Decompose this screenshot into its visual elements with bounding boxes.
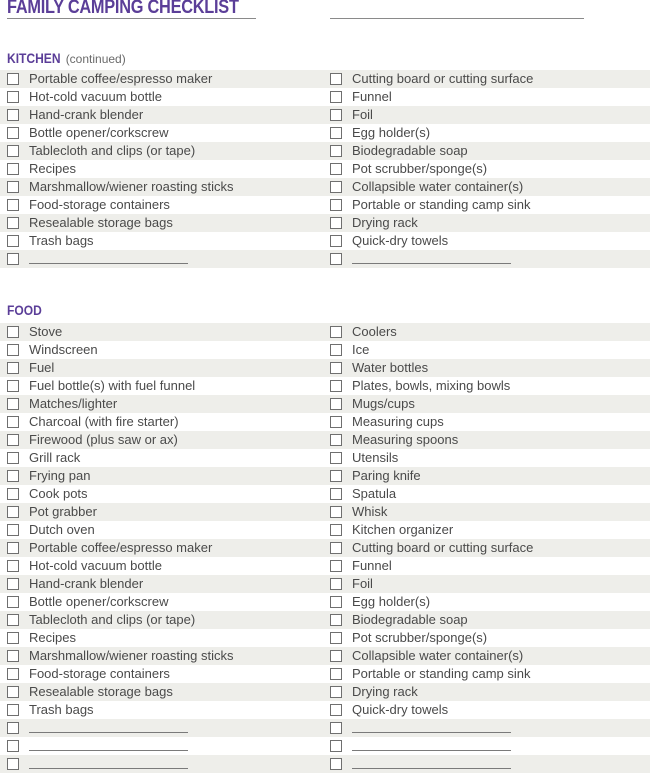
checkbox[interactable] [330, 506, 342, 518]
checkbox[interactable] [7, 488, 19, 500]
checklist-item-left [7, 665, 170, 683]
checkbox[interactable] [7, 253, 19, 265]
item-label: Plates, bowls, mixing bowls [352, 378, 511, 393]
checklist-item-left [7, 611, 195, 629]
checklist-item-right [330, 611, 468, 629]
checklist-row [0, 413, 650, 431]
checkbox[interactable] [7, 758, 19, 770]
write-in-line[interactable] [29, 732, 188, 733]
checklist-item-left [7, 755, 188, 773]
item-label: Hot-cold vacuum bottle [29, 558, 162, 573]
item-label: Whisk [352, 504, 388, 519]
checklist-item-right [330, 647, 523, 665]
checklist-item-left [7, 142, 195, 160]
checkbox[interactable] [330, 181, 342, 193]
checkbox[interactable] [7, 524, 19, 536]
item-label: Pot grabber [29, 504, 97, 519]
checkbox[interactable] [330, 524, 342, 536]
checkbox[interactable] [7, 596, 19, 608]
checklist-row [0, 557, 650, 575]
checklist-row [0, 611, 650, 629]
checklist-row [0, 485, 650, 503]
checkbox[interactable] [330, 668, 342, 680]
checklist-item-left [7, 106, 143, 124]
checklist-item-left [7, 359, 54, 377]
checklist-item-left [7, 232, 94, 250]
checklist-item-right [330, 449, 398, 467]
checklist-row [0, 503, 650, 521]
checklist-row [0, 250, 650, 268]
checkbox[interactable] [7, 163, 19, 175]
food-checklist [0, 323, 650, 773]
checkbox[interactable] [7, 235, 19, 247]
checklist-item-right [330, 323, 397, 341]
checklist-row [0, 395, 650, 413]
item-label: Portable coffee/espresso maker [29, 71, 213, 86]
checklist-item-left [7, 341, 98, 359]
checkbox[interactable] [7, 434, 19, 446]
checklist-row [0, 521, 650, 539]
checklist-row [0, 196, 650, 214]
item-label: Frying pan [29, 468, 91, 483]
checklist-item-left [7, 647, 233, 665]
checkbox[interactable] [330, 596, 342, 608]
item-label: Resealable storage bags [29, 215, 173, 230]
item-label: Funnel [352, 558, 392, 573]
checkbox[interactable] [330, 362, 342, 374]
title-underline [7, 18, 256, 19]
checklist-row [0, 755, 650, 773]
checklist-row [0, 539, 650, 557]
checkbox[interactable] [330, 434, 342, 446]
checklist-row [0, 467, 650, 485]
checkbox[interactable] [7, 416, 19, 428]
checklist-item-right [330, 88, 392, 106]
checkbox[interactable] [330, 614, 342, 626]
write-in-line[interactable] [352, 750, 511, 751]
checklist-item-right [330, 755, 511, 773]
checkbox[interactable] [7, 542, 19, 554]
item-label: Hot-cold vacuum bottle [29, 89, 162, 104]
checklist-item-left [7, 160, 76, 178]
item-label: Collapsible water container(s) [352, 648, 524, 663]
item-label: Fuel bottle(s) with fuel funnel [29, 378, 196, 393]
checkbox[interactable] [330, 344, 342, 356]
checkbox[interactable] [7, 145, 19, 157]
checklist-item-left [7, 737, 188, 755]
checkbox[interactable] [330, 217, 342, 229]
checklist-item-left [7, 88, 162, 106]
checklist-row [0, 124, 650, 142]
item-label: Portable or standing camp sink [352, 666, 531, 681]
checkbox[interactable] [7, 722, 19, 734]
checkbox[interactable] [7, 668, 19, 680]
item-label: Charcoal (with fire starter) [29, 414, 179, 429]
checklist-item-right [330, 106, 373, 124]
checkbox[interactable] [7, 344, 19, 356]
item-label: Funnel [352, 89, 392, 104]
food-heading: FOOD [7, 302, 42, 318]
checkbox[interactable] [7, 740, 19, 752]
checkbox[interactable] [7, 398, 19, 410]
name-write-in-line [330, 18, 584, 19]
checklist-item-right [330, 467, 421, 485]
item-label: Portable coffee/espresso maker [29, 540, 213, 555]
checklist-row [0, 575, 650, 593]
checklist-item-left [7, 449, 80, 467]
item-label: Trash bags [29, 233, 94, 248]
checklist-item-right [330, 431, 458, 449]
checklist-row [0, 377, 650, 395]
checklist-item-right [330, 683, 418, 701]
item-label: Pot scrubber/sponge(s) [352, 161, 488, 176]
item-label: Drying rack [352, 684, 418, 699]
checklist-item-left [7, 178, 233, 196]
checklist-item-left [7, 431, 178, 449]
item-label: Utensils [352, 450, 399, 465]
checklist-row [0, 701, 650, 719]
checklist-row [0, 665, 650, 683]
item-label: Grill rack [29, 450, 81, 465]
checklist-row [0, 449, 650, 467]
item-label: Egg holder(s) [352, 594, 431, 609]
checkbox[interactable] [7, 362, 19, 374]
item-label: Food-storage containers [29, 197, 170, 212]
item-label: Portable or standing camp sink [352, 197, 531, 212]
checkbox[interactable] [330, 650, 342, 662]
checkbox[interactable] [7, 127, 19, 139]
item-label: Recipes [29, 161, 76, 176]
checkbox[interactable] [7, 452, 19, 464]
item-label: Recipes [29, 630, 76, 645]
checkbox[interactable] [7, 560, 19, 572]
item-label: Windscreen [29, 342, 98, 357]
checklist-item-right [330, 377, 510, 395]
checklist-item-right [330, 701, 448, 719]
checkbox[interactable] [330, 416, 342, 428]
checklist-row [0, 178, 650, 196]
checklist-row [0, 683, 650, 701]
checklist-item-left [7, 377, 195, 395]
item-label: Hand-crank blender [29, 576, 144, 591]
checkbox[interactable] [7, 326, 19, 338]
checklist-item-left [7, 557, 162, 575]
item-label: Paring knife [352, 468, 421, 483]
item-label: Quick-dry towels [352, 233, 449, 248]
checklist-row [0, 214, 650, 232]
checklist-item-right [330, 359, 428, 377]
checklist-row [0, 70, 650, 88]
checkbox[interactable] [7, 506, 19, 518]
checkbox[interactable] [330, 542, 342, 554]
checklist-item-right [330, 719, 511, 737]
checkbox[interactable] [7, 686, 19, 698]
item-label: Pot scrubber/sponge(s) [352, 630, 488, 645]
write-in-line[interactable] [29, 750, 188, 751]
checklist-row [0, 341, 650, 359]
checklist-item-right [330, 124, 430, 142]
checkbox[interactable] [330, 109, 342, 121]
checkbox[interactable] [330, 488, 342, 500]
checklist-item-left [7, 503, 97, 521]
checklist-row [0, 160, 650, 178]
item-label: Bottle opener/corkscrew [29, 125, 169, 140]
checklist-item-left [7, 124, 168, 142]
page-title: FAMILY CAMPING CHECKLIST [7, 0, 239, 18]
checklist-item-left [7, 395, 117, 413]
item-label: Stove [29, 324, 63, 339]
checkbox[interactable] [7, 614, 19, 626]
checkbox[interactable] [7, 73, 19, 85]
checklist-item-right [330, 413, 444, 431]
checklist-row [0, 719, 650, 737]
checkbox[interactable] [7, 704, 19, 716]
checklist-item-left [7, 719, 188, 737]
item-label: Matches/lighter [29, 396, 118, 411]
item-label: Cutting board or cutting surface [352, 540, 534, 555]
checkbox[interactable] [330, 704, 342, 716]
checkbox[interactable] [330, 163, 342, 175]
write-in-line[interactable] [29, 768, 188, 769]
checklist-row [0, 359, 650, 377]
checklist-row [0, 737, 650, 755]
checkbox[interactable] [7, 199, 19, 211]
write-in-line[interactable] [352, 768, 511, 769]
checkbox[interactable] [330, 235, 342, 247]
checkbox[interactable] [330, 578, 342, 590]
checklist-item-right [330, 575, 373, 593]
item-label: Quick-dry towels [352, 702, 449, 717]
checklist-item-right [330, 160, 487, 178]
item-label: Measuring cups [352, 414, 444, 429]
item-label: Tablecloth and clips (or tape) [29, 143, 196, 158]
checklist-item-right [330, 196, 530, 214]
item-label: Dutch oven [29, 522, 95, 537]
checkbox[interactable] [330, 686, 342, 698]
checklist-item-right [330, 232, 448, 250]
write-in-line[interactable] [352, 263, 511, 264]
checkbox[interactable] [7, 217, 19, 229]
food-section-heading [7, 302, 47, 320]
checklist-item-left [7, 250, 188, 268]
item-label: Spatula [352, 486, 397, 501]
checklist-item-right [330, 485, 396, 503]
item-label: Foil [352, 576, 373, 591]
checklist-item-left [7, 683, 173, 701]
checklist-item-right [330, 665, 530, 683]
checklist-row [0, 323, 650, 341]
checklist-item-left [7, 214, 173, 232]
checklist-item-left [7, 413, 179, 431]
checklist-item-right [330, 539, 533, 557]
checkbox[interactable] [7, 470, 19, 482]
checklist-row [0, 142, 650, 160]
item-label: Food-storage containers [29, 666, 170, 681]
checklist-row [0, 629, 650, 647]
checklist-item-left [7, 70, 212, 88]
item-label: Measuring spoons [352, 432, 459, 447]
item-label: Egg holder(s) [352, 125, 431, 140]
checklist-row [0, 232, 650, 250]
checklist-item-left [7, 593, 168, 611]
checkbox[interactable] [330, 380, 342, 392]
checklist-item-right [330, 70, 533, 88]
checklist-item-right [330, 250, 511, 268]
item-label: Collapsible water container(s) [352, 179, 524, 194]
checklist-item-left [7, 467, 90, 485]
item-label: Ice [352, 342, 370, 357]
item-label: Mugs/cups [352, 396, 415, 411]
checklist-item-right [330, 178, 523, 196]
item-label: Biodegradable soap [352, 143, 468, 158]
checkbox[interactable] [330, 722, 342, 734]
checkbox[interactable] [330, 73, 342, 85]
checkbox[interactable] [330, 326, 342, 338]
item-label: Biodegradable soap [352, 612, 468, 627]
item-label: Hand-crank blender [29, 107, 144, 122]
checklist-item-right [330, 557, 392, 575]
checklist-item-right [330, 521, 453, 539]
checkbox[interactable] [7, 650, 19, 662]
item-label: Fuel [29, 360, 55, 375]
checklist-item-left [7, 323, 62, 341]
item-label: Cutting board or cutting surface [352, 71, 534, 86]
item-label: Coolers [352, 324, 397, 339]
item-label: Marshmallow/wiener roasting sticks [29, 648, 234, 663]
checkbox[interactable] [7, 632, 19, 644]
item-label: Foil [352, 107, 373, 122]
checklist-item-right [330, 629, 487, 647]
checklist-row [0, 88, 650, 106]
kitchen-continued-note: (continued) [65, 52, 126, 66]
checkbox[interactable] [330, 253, 342, 265]
checklist-item-left [7, 575, 143, 593]
write-in-line[interactable] [29, 263, 188, 264]
checklist-item-left [7, 485, 88, 503]
checklist-row [0, 106, 650, 124]
checklist-item-right [330, 737, 511, 755]
item-label: Tablecloth and clips (or tape) [29, 612, 196, 627]
checkbox[interactable] [330, 398, 342, 410]
checklist-row [0, 593, 650, 611]
item-label: Resealable storage bags [29, 684, 173, 699]
checklist-item-left [7, 539, 212, 557]
item-label: Kitchen organizer [352, 522, 454, 537]
checkbox[interactable] [7, 380, 19, 392]
checkbox[interactable] [330, 470, 342, 482]
kitchen-heading: KITCHEN [7, 50, 61, 66]
checklist-item-right [330, 503, 387, 521]
item-label: Bottle opener/corkscrew [29, 594, 169, 609]
checklist-row [0, 431, 650, 449]
checklist-item-right [330, 341, 369, 359]
checklist-item-right [330, 214, 418, 232]
checklist-item-left [7, 196, 170, 214]
checkbox[interactable] [330, 758, 342, 770]
checkbox[interactable] [330, 560, 342, 572]
checkbox[interactable] [330, 91, 342, 103]
item-label: Marshmallow/wiener roasting sticks [29, 179, 234, 194]
item-label: Firewood (plus saw or ax) [29, 432, 178, 447]
kitchen-section-heading [7, 50, 126, 68]
checkbox[interactable] [7, 109, 19, 121]
checkbox[interactable] [7, 578, 19, 590]
checkbox[interactable] [330, 127, 342, 139]
checkbox[interactable] [330, 740, 342, 752]
item-label: Drying rack [352, 215, 418, 230]
checklist-item-right [330, 593, 430, 611]
item-label: Trash bags [29, 702, 94, 717]
checklist-item-left [7, 701, 94, 719]
item-label: Cook pots [29, 486, 88, 501]
kitchen-checklist [0, 70, 650, 268]
checkbox[interactable] [330, 632, 342, 644]
checklist-row [0, 647, 650, 665]
checkbox[interactable] [330, 199, 342, 211]
checkbox[interactable] [330, 145, 342, 157]
checkbox[interactable] [7, 181, 19, 193]
checkbox[interactable] [330, 452, 342, 464]
checkbox[interactable] [7, 91, 19, 103]
item-label: Water bottles [352, 360, 429, 375]
checklist-item-right [330, 142, 468, 160]
checklist-item-left [7, 521, 95, 539]
checklist-item-left [7, 629, 76, 647]
checklist-item-right [330, 395, 415, 413]
write-in-line[interactable] [352, 732, 511, 733]
